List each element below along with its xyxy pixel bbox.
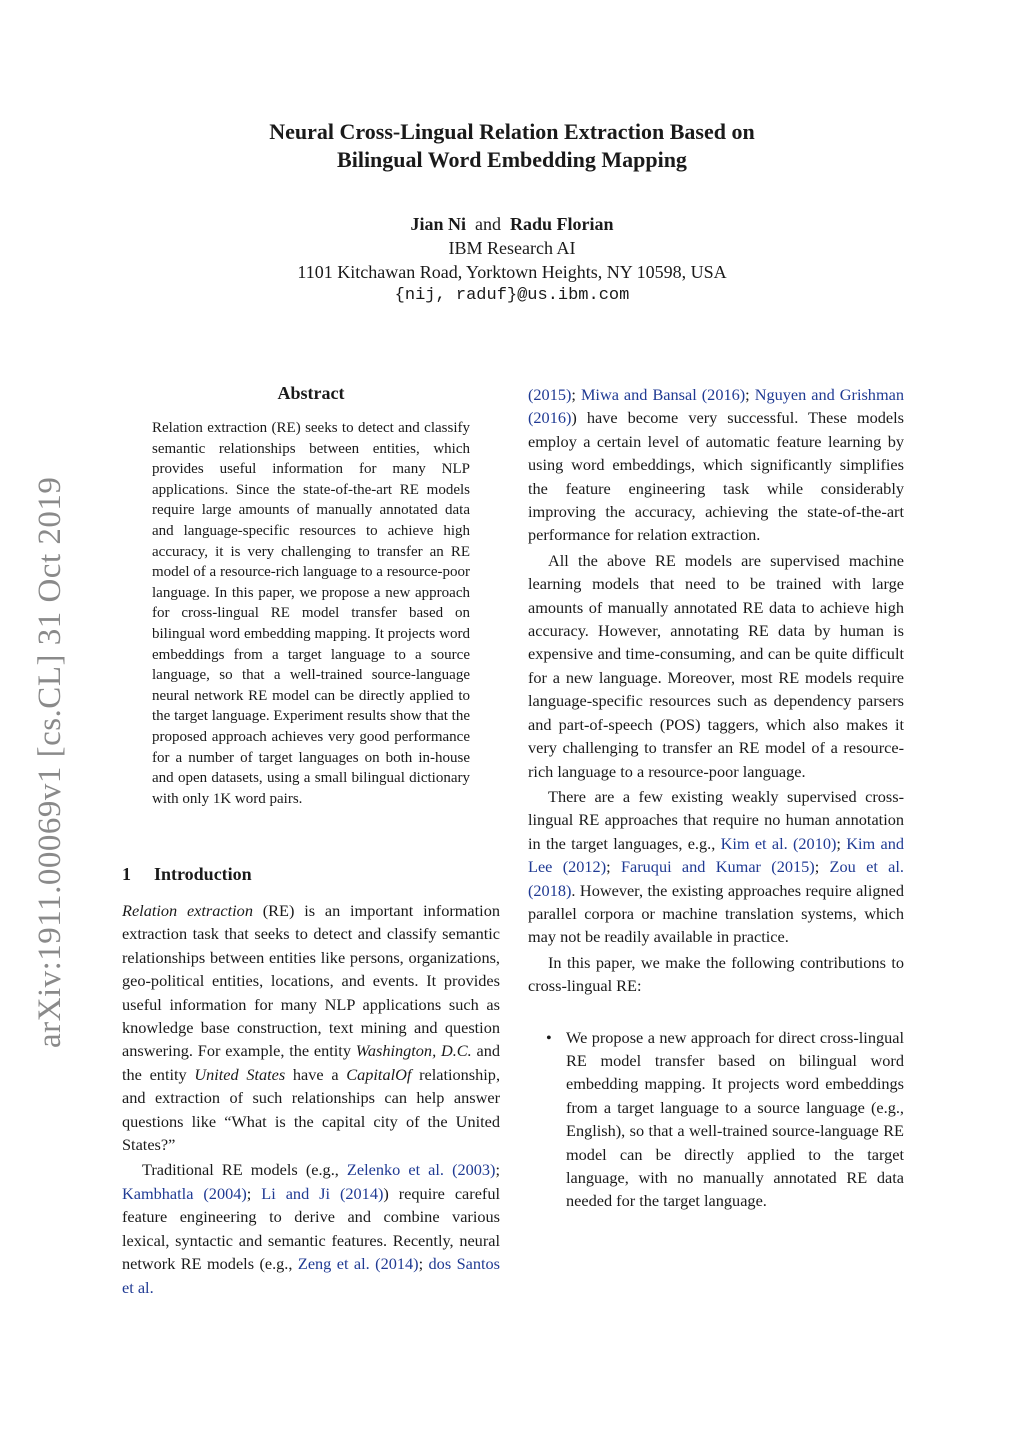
text-span: ; <box>246 1183 262 1203</box>
text-span: ; <box>571 385 581 404</box>
author-names <box>0 212 1024 236</box>
affiliation: IBM Research AI <box>448 238 576 258</box>
text-span: ; <box>836 833 847 853</box>
text-span: ; <box>495 1160 501 1180</box>
text-span: ; <box>418 1254 429 1274</box>
title-line-1: Neural Cross-Lingual Relation Extraction Based on <box>269 119 755 144</box>
contribution-text: We propose a new approach for direct cross-lingual RE model transfer based on bilingual word embedding mapping. It projects word embeddings from a target language to a source language (e.g., English), so that a well-trained source-language RE model can be directly applied to the target language, with no manually annotated RE data needed for the target language. <box>566 1027 904 1211</box>
intro-paragraph-1 <box>122 899 500 1156</box>
paper-title <box>0 118 1024 174</box>
entity-example-2: United States <box>194 1064 286 1084</box>
section-title: Introduction <box>154 864 252 884</box>
author-conjunction: and <box>474 214 501 234</box>
relation-example: CapitalOf <box>346 1064 412 1084</box>
text-span: ; <box>606 857 621 877</box>
abstract-heading: Abstract <box>277 383 345 403</box>
citation-link[interactable]: Kambhatla (2004) <box>122 1183 247 1203</box>
author-1: Jian Ni <box>410 214 466 234</box>
text-span: ; <box>814 857 830 877</box>
abstract-text: Relation extraction (RE) seeks to detect and classify semantic relationships between entities, which provides useful information for many NLP applications. Since the state-of-the-art RE models require large amounts of manually annotated data and language-specific resources to achieve high accuracy, it is very challenging to transfer an RE model of a resource-rich language to a resource-poor language. In this paper, we propose a new approach for cross-lingual RE model transfer based on bilingual word embedding mapping. It projects word embeddings from a target language to a source language, so that a well-trained source-language neural network RE model can be directly applied to the target language. Experiment results show that the proposed approach achieves very good performance for a number of target languages on both in-house and open datasets, using a small bilingual dictionary with only 1K word pairs. <box>152 420 470 807</box>
email: {nij, raduf}@us.ibm.com <box>394 286 630 305</box>
text-span: (RE) is an important information extraction task that seeks to detect and classify semantic relationships between entities like persons, organizations, geo-political entities, locations, and events. It provides useful information for many NLP applications such as knowledge base construction, text mining and question answering. For example, the entity <box>122 901 500 1061</box>
right-paragraph-3 <box>528 785 904 949</box>
citation-link[interactable]: Li and Ji (2014) <box>261 1183 384 1203</box>
citation-link[interactable]: Kim and Lee (2012) <box>528 833 904 877</box>
section-number: 1 <box>122 864 131 884</box>
text-span: Traditional RE models (e.g., <box>142 1160 347 1180</box>
right-paragraph-1 <box>528 383 904 547</box>
address: 1101 Kitchawan Road, Yorktown Heights, NY 10598, USA <box>297 262 727 282</box>
citation-link[interactable]: Miwa and Bansal (2016) <box>580 385 746 404</box>
author-block <box>0 212 1024 308</box>
citation-link[interactable]: Kim et al. (2010) <box>720 833 837 853</box>
list-item <box>546 1026 904 1213</box>
citation-link[interactable]: Zou et al. (2018) <box>528 857 904 900</box>
citation-link[interactable]: dos Santos et al. <box>122 1254 500 1297</box>
citation-link[interactable]: Zelenko et al. (2003) <box>346 1160 496 1180</box>
citation-link[interactable]: (2015) <box>528 385 572 404</box>
text-span: There are a few existing weakly supervised cross-lingual RE approaches that require no human annotation in the target languages, e.g., <box>528 786 904 853</box>
text-span: . However, the existing approaches require aligned parallel corpora or machine translation systems, which may not be readily available in practice. <box>528 880 904 947</box>
citation-link[interactable]: Nguyen and Grishman (2016) <box>528 385 904 428</box>
text-span: ) have become very successful. These models employ a certain level of automatic feature learning by using word embeddings, which significantly simplifies the feature engineering task while considerably improving the accuracy, achieving the state-of-the-art performance for relation extraction. <box>528 408 904 545</box>
text-span: ) require careful feature engineering to derive and combine various lexical, syntactic and semantic features. Recently, neural network RE models (e.g., <box>122 1183 501 1274</box>
arxiv-identifier: arXiv:1911.00069v1 [cs.CL] 31 Oct 2019 <box>32 476 68 1048</box>
intro-paragraph-2 <box>122 1158 500 1298</box>
right-column <box>528 383 904 1213</box>
author-2: Radu Florian <box>509 214 614 234</box>
contribution-list <box>528 1026 904 1213</box>
right-paragraph-4: In this paper, we make the following contributions to cross-lingual RE: <box>528 952 904 996</box>
title-line-2: Bilingual Word Embedding Mapping <box>337 147 687 172</box>
text-span: ; <box>745 385 755 404</box>
right-paragraph-2: All the above RE models are supervised machine learning models that need to be trained with large amounts of manually annotated RE data to achieve high accuracy. However, annotating RE data by human is expensive and time-consuming, and can be quite difficult for a new language. Moreover, most RE models require language-specific resources such as dependency parsers and part-of-speech (POS) taggers, which also makes it very challenging to transfer an RE model of a resource-rich language to a resource-poor language. <box>528 550 904 781</box>
section-heading-introduction <box>122 864 500 885</box>
term-relation-extraction: Relation extraction <box>122 901 253 920</box>
text-span: relationship, and extraction of such relationships can help answer questions like “What is the capital city of the United States?” <box>122 1064 501 1155</box>
entity-example-1: Washington, D.C. <box>355 1041 472 1061</box>
text-span: and the entity <box>122 1041 501 1084</box>
text-span: have a <box>285 1064 347 1084</box>
citation-link[interactable]: Zeng et al. (2014) <box>297 1254 419 1274</box>
bullet-icon: • <box>546 1027 552 1047</box>
citation-link[interactable]: Faruqui and Kumar (2015) <box>620 857 815 877</box>
left-column <box>122 899 500 1299</box>
